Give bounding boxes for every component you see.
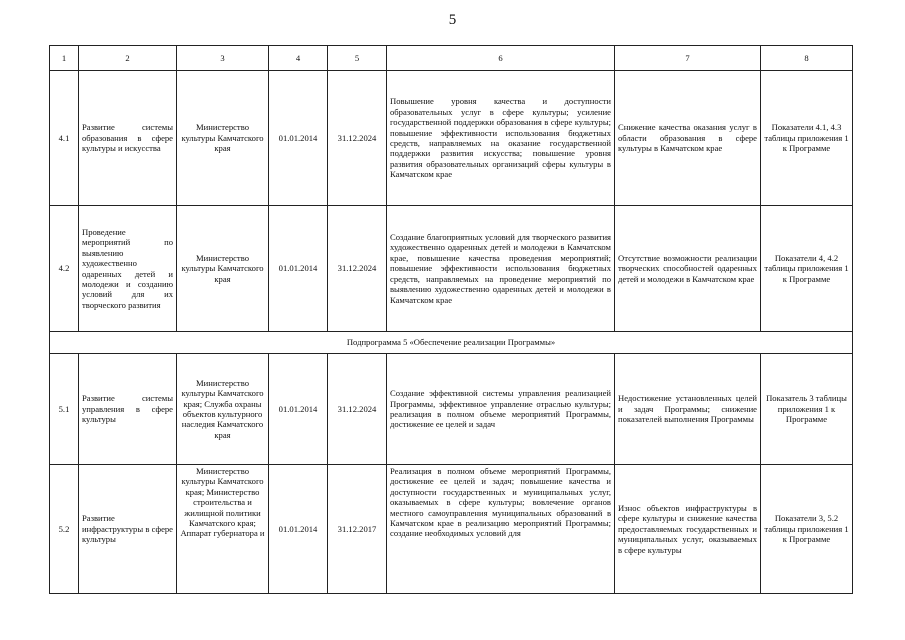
consequences: Снижение качества оказания услуг в области образования в сфере культуры в Камчатском крае xyxy=(615,71,761,206)
measure-name: Развитие инфраструктуры в сфере культуры xyxy=(79,465,177,594)
table-row xyxy=(50,465,853,594)
executor: Министерство культуры Камчатского края; Министерство строительства и жилищной политики Камчатского края; Аппарат губернатора и xyxy=(180,466,265,539)
start-date: 01.01.2014 xyxy=(269,465,328,594)
expected-result: Реализация в полном объеме мероприятий Программы, достижение ее целей и задач; повышение качества и доступности государственных и муниципальных услуг, оказываемых в сфере культуры; вовлечение органов местного самоуправления муниципальных образований в Камчатском крае в реализацию мероприятий Программы; создание необходимых условий для xyxy=(390,466,611,539)
executor: Министерство культуры Камчатского края xyxy=(177,71,269,206)
end-date: 31.12.2024 xyxy=(328,71,387,206)
row-number: 5.2 xyxy=(50,465,79,594)
header-cell: 7 xyxy=(615,46,761,71)
executor: Министерство культуры Камчатского края; Служба охраны объектов культурного наследия Камчатского края xyxy=(177,354,269,465)
expected-result: Создание эффективной системы управления реализацией Программы, эффективное управление отраслью культуры; реализация в полном объеме мероприятий Программы, достижение ее целей и задач xyxy=(387,354,615,465)
end-date: 31.12.2017 xyxy=(328,465,387,594)
row-number: 4.1 xyxy=(50,71,79,206)
table-row xyxy=(50,206,853,332)
header-cell: 4 xyxy=(269,46,328,71)
header-cell: 8 xyxy=(761,46,853,71)
row-number: 5.1 xyxy=(50,354,79,465)
program-table xyxy=(49,45,853,594)
subprogram-title: Подпрограмма 5 «Обеспечение реализации Программы» xyxy=(50,332,853,354)
start-date: 01.01.2014 xyxy=(269,206,328,332)
header-cell: 1 xyxy=(50,46,79,71)
page-number: 5 xyxy=(448,12,457,28)
indicators: Показатели 4, 4.2 таблицы приложения 1 к Программе xyxy=(761,206,853,332)
header-cell: 3 xyxy=(177,46,269,71)
header-cell: 2 xyxy=(79,46,177,71)
table-row xyxy=(50,71,853,206)
consequences: Недостижение установленных целей и задач Программы; снижение показателей выполнения Программы xyxy=(615,354,761,465)
indicators: Показатель 3 таблицы приложения 1 к Программе xyxy=(761,354,853,465)
consequences: Отсутствие возможности реализации творческих способностей одаренных детей и молодежи в Камчатском крае xyxy=(615,206,761,332)
expected-result: Повышение уровня качества и доступности образовательных услуг в сфере культуры; усиление государственной поддержки образования в сфере культуры; повышение эффективности использования бюджетных средств, направляемых на оказание государственной поддержки развития искусства; повышение уровня развития образовательных организаций сферы культуры в Камчатском крае xyxy=(387,71,615,206)
header-row xyxy=(50,46,853,71)
row-number: 4.2 xyxy=(50,206,79,332)
subprogram-row xyxy=(50,332,853,354)
measure-name: Проведение мероприятий по выявлению художественно одаренных детей и молодежи и созданию условий для их творческого развития xyxy=(79,206,177,332)
expected-result: Создание благоприятных условий для творческого развития художественно одаренных детей и молодежи в Камчатском крае, повышение качества проведения мероприятий; повышение эффективности использования бюджетных средств, направляемых на проведение мероприятий по выявлению художественно одаренных детей и молодежи в Камчатском крае xyxy=(387,206,615,332)
indicators: Показатели 4.1, 4.3 таблицы приложения 1 к Программе xyxy=(761,71,853,206)
measure-name: Развитие системы образования в сфере культуры и искусства xyxy=(79,71,177,206)
table-row xyxy=(50,354,853,465)
start-date: 01.01.2014 xyxy=(269,71,328,206)
start-date: 01.01.2014 xyxy=(269,354,328,465)
consequences: Износ объектов инфраструктуры в сфере культуры и снижение качества предоставляемых государственных и муниципальных услуг, оказываемых в сфере культуры xyxy=(615,465,761,594)
end-date: 31.12.2024 xyxy=(328,206,387,332)
indicators: Показатели 3, 5.2 таблицы приложения 1 к Программе xyxy=(761,465,853,594)
measure-name: Развитие системы управления в сфере культуры xyxy=(79,354,177,465)
header-cell: 5 xyxy=(328,46,387,71)
end-date: 31.12.2024 xyxy=(328,354,387,465)
executor: Министерство культуры Камчатского края xyxy=(177,206,269,332)
header-cell: 6 xyxy=(387,46,615,71)
